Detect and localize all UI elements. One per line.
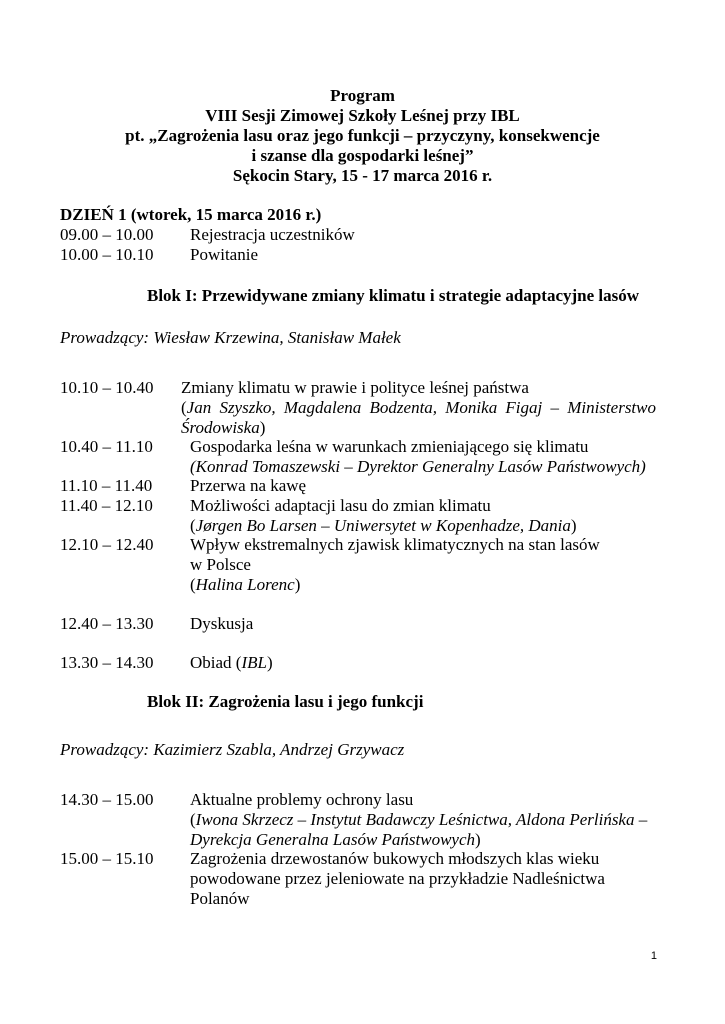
schedule-row	[60, 225, 355, 245]
row-details	[190, 437, 646, 477]
row-title: Wpływ ekstremalnych zjawisk klimatycznych na stan lasów	[190, 535, 600, 554]
row-details	[181, 378, 656, 438]
row-speaker-cont: Środowiska)	[181, 418, 266, 437]
row-details	[190, 496, 577, 536]
row-title: Rejestracja uczestników	[190, 225, 355, 244]
row-time: 09.00 – 10.00	[60, 225, 154, 244]
schedule-row	[60, 245, 258, 265]
row-time: 12.40 – 13.30	[60, 614, 154, 633]
header-topic: pt. „Zagrożenia lasu oraz jego funkcji – przyczyny, konsekwencje	[125, 126, 600, 145]
schedule-row	[60, 535, 190, 555]
row-time: 10.40 – 11.10	[60, 437, 153, 456]
page-number: 1	[650, 950, 657, 962]
row-title: Możliwości adaptacji lasu do zmian klimatu	[190, 496, 491, 515]
schedule-row	[60, 437, 190, 457]
row-time: 13.30 – 14.30	[60, 653, 154, 672]
row-title: Zmiany klimatu w prawie i polityce leśnej państwa	[181, 378, 529, 397]
row-title: Przerwa na kawę	[190, 476, 307, 495]
row-title: Gospodarka leśna w warunkach zmieniającego się klimatu	[190, 437, 589, 456]
row-time: 10.10 – 10.40	[60, 378, 154, 397]
schedule-row	[60, 790, 190, 810]
row-speaker: (Halina Lorenc)	[190, 575, 301, 594]
row-time: 10.00 – 10.10	[60, 245, 154, 264]
row-speaker: (Konrad Tomaszewski – Dyrektor Generalny Lasów Państwowych)	[190, 457, 646, 476]
schedule-row	[60, 496, 190, 516]
row-time: 14.30 – 15.00	[60, 790, 154, 809]
schedule-row	[60, 849, 190, 869]
row-title-cont: Polanów	[190, 889, 250, 908]
row-details	[190, 849, 605, 909]
row-time: 11.10 – 11.40	[60, 476, 153, 495]
row-title-cont: w Polsce	[190, 555, 251, 574]
program-header	[0, 86, 725, 186]
row-details	[190, 790, 647, 850]
row-time: 15.00 – 15.10	[60, 849, 154, 868]
row-speaker: (Iwona Skrzecz – Instytut Badawczy Leśnictwa, Aldona Perlińska –	[190, 810, 648, 829]
header-program: Program	[330, 86, 395, 105]
row-speaker-cont: Dyrekcja Generalna Lasów Państwowych)	[190, 830, 481, 849]
row-details	[190, 535, 600, 595]
block-2-title: Blok II: Zagrożenia lasu i jego funkcji	[147, 692, 424, 711]
row-speaker: (Jørgen Bo Larsen – Uniwersytet w Kopenhadze, Dania)	[190, 516, 577, 535]
header-place-date: Sękocin Stary, 15 - 17 marca 2016 r.	[232, 166, 493, 185]
row-title: Dyskusja	[190, 614, 254, 633]
row-title: Obiad (IBL)	[190, 653, 273, 672]
block-1-title: Blok I: Przewidywane zmiany klimatu i strategie adaptacyjne lasów	[147, 286, 640, 305]
row-title-cont: powodowane przez jeleniowate na przykładzie Nadleśnictwa	[190, 869, 605, 888]
schedule-row	[60, 653, 273, 673]
row-title: Zagrożenia drzewostanów bukowych młodszych klas wieku	[190, 849, 600, 868]
schedule-row	[60, 476, 306, 496]
schedule-row	[60, 614, 253, 634]
day-heading: DZIEŃ 1 (wtorek, 15 marca 2016 r.)	[60, 205, 322, 224]
row-time: 12.10 – 12.40	[60, 535, 154, 554]
block-1-moderators: Prowadzący: Wiesław Krzewina, Stanisław Małek	[60, 328, 401, 347]
header-topic-cont: i szanse dla gospodarki leśnej”	[251, 146, 474, 165]
row-speaker: (Jan Szyszko, Magdalena Bodzenta, Monika Figaj – Ministerstwo	[181, 398, 656, 417]
schedule-row	[60, 378, 154, 398]
row-title: Powitanie	[190, 245, 258, 264]
block-2-moderators: Prowadzący: Kazimierz Szabla, Andrzej Grzywacz	[60, 740, 405, 759]
row-time: 11.40 – 12.10	[60, 496, 153, 515]
header-session: VIII Sesji Zimowej Szkoły Leśnej przy IBL	[205, 106, 520, 125]
row-title: Aktualne problemy ochrony lasu	[190, 790, 414, 809]
